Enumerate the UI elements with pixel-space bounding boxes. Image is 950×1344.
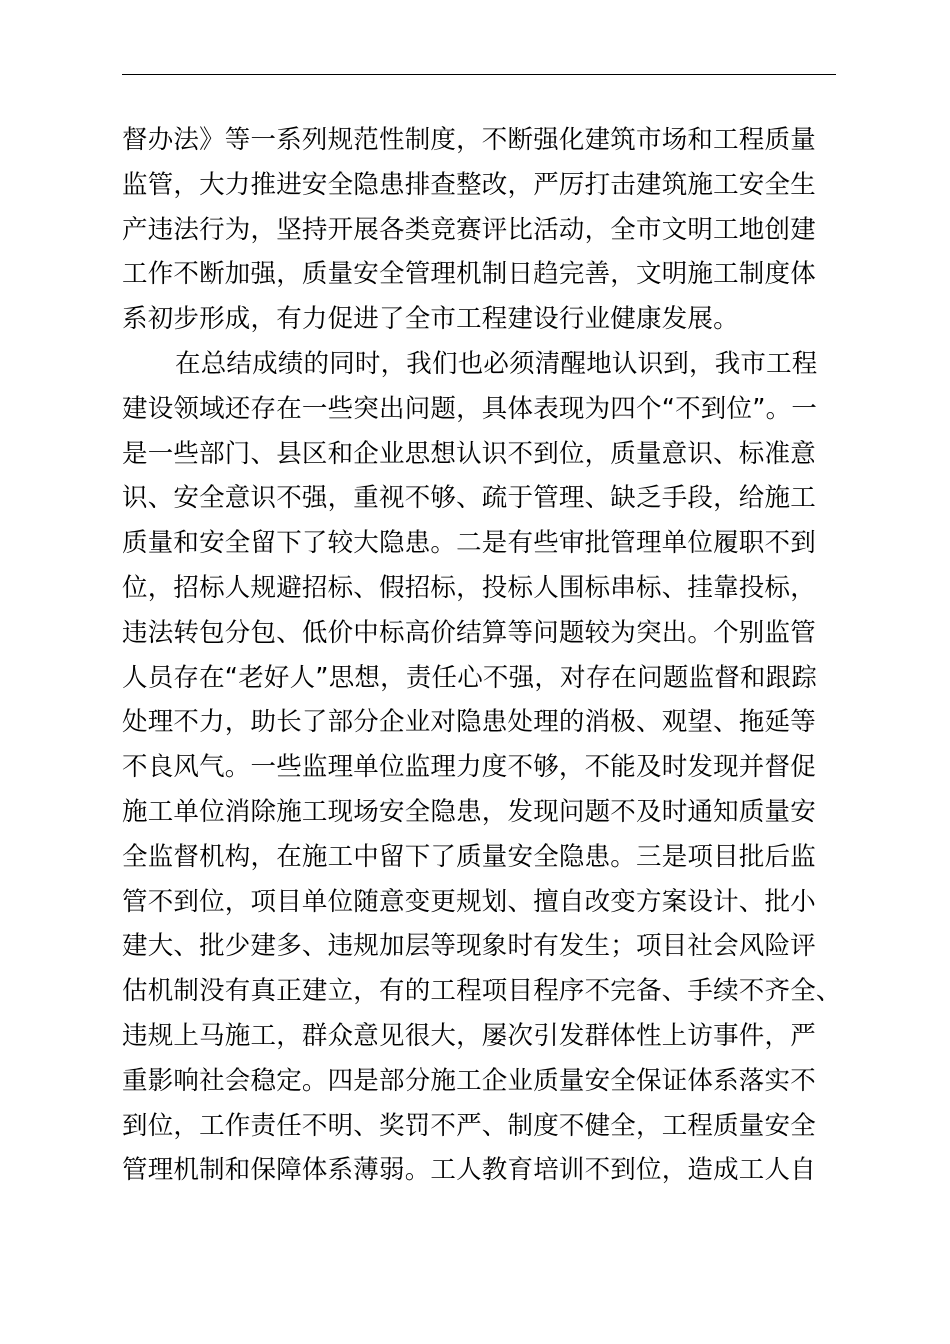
text-line: 管不到位，项目单位随意变更规划、擅自改变方案设计、批小 — [122, 886, 816, 917]
document-body — [122, 118, 842, 1193]
text-line: 处理不力，助长了部分企业对隐患处理的消极、观望、拖延等 — [122, 707, 816, 738]
text-line: 管理机制和保障体系薄弱。工人教育培训不到位，造成工人自 — [122, 1155, 816, 1186]
text-line: 全监督机构，在施工中留下了质量安全隐患。三是项目批后监 — [122, 841, 816, 872]
text-line: 产违法行为，坚持开展各类竞赛评比活动，全市文明工地创建 — [122, 214, 816, 245]
text-line: 到位，工作责任不明、奖罚不严、制度不健全，工程质量安全 — [122, 1110, 816, 1141]
text-line: 人员存在“老好人”思想，责任心不强，对存在问题监督和跟踪 — [122, 662, 818, 693]
text-line: 质量和安全留下了较大隐患。二是有些审批管理单位履职不到 — [122, 528, 816, 559]
text-line: 不良风气。一些监理单位监理力度不够，不能及时发现并督促 — [122, 752, 816, 783]
text-line: 重影响社会稳定。四是部分施工企业质量安全保证体系落实不 — [122, 1065, 816, 1096]
text-line: 监管，大力推进安全隐患排查整改，严厉打击建筑施工安全生 — [122, 169, 816, 200]
text-line: 位，招标人规避招标、假招标，投标人围标串标、挂靠投标， — [122, 572, 816, 603]
text-line: 建大、批少建多、违规加层等现象时有发生；项目社会风险评 — [122, 931, 816, 962]
text-line: 是一些部门、县区和企业思想认识不到位，质量意识、标准意 — [122, 438, 816, 469]
text-line: 识、安全意识不强，重视不够、疏于管理、缺乏手段，给施工 — [122, 483, 816, 514]
text-line: 估机制没有真正建立，有的工程项目程序不完备、手续不齐全、 — [122, 976, 842, 1007]
text-line: 督办法》等一系列规范性制度，不断强化建筑市场和工程质量 — [122, 125, 816, 155]
text-line: 建设领域还存在一些突出问题，具体表现为四个“不到位”。一 — [122, 393, 818, 424]
text-line: 违法转包分包、低价中标高价结算等问题较为突出。个别监管 — [122, 617, 816, 648]
text-line: 施工单位消除施工现场安全隐患，发现问题不及时通知质量安 — [122, 796, 816, 827]
text-line: 系初步形成，有力促进了全市工程建设行业健康发展。 — [122, 304, 739, 335]
header-rule — [122, 74, 836, 75]
paragraph-first-line: 在总结成绩的同时，我们也必须清醒地认识到，我市工程 — [175, 348, 818, 379]
text-line: 违规上马施工，群众意见很大，屡次引发群体性上访事件，严 — [122, 1020, 816, 1051]
text-line: 工作不断加强，质量安全管理机制日趋完善，文明施工制度体 — [122, 259, 816, 290]
